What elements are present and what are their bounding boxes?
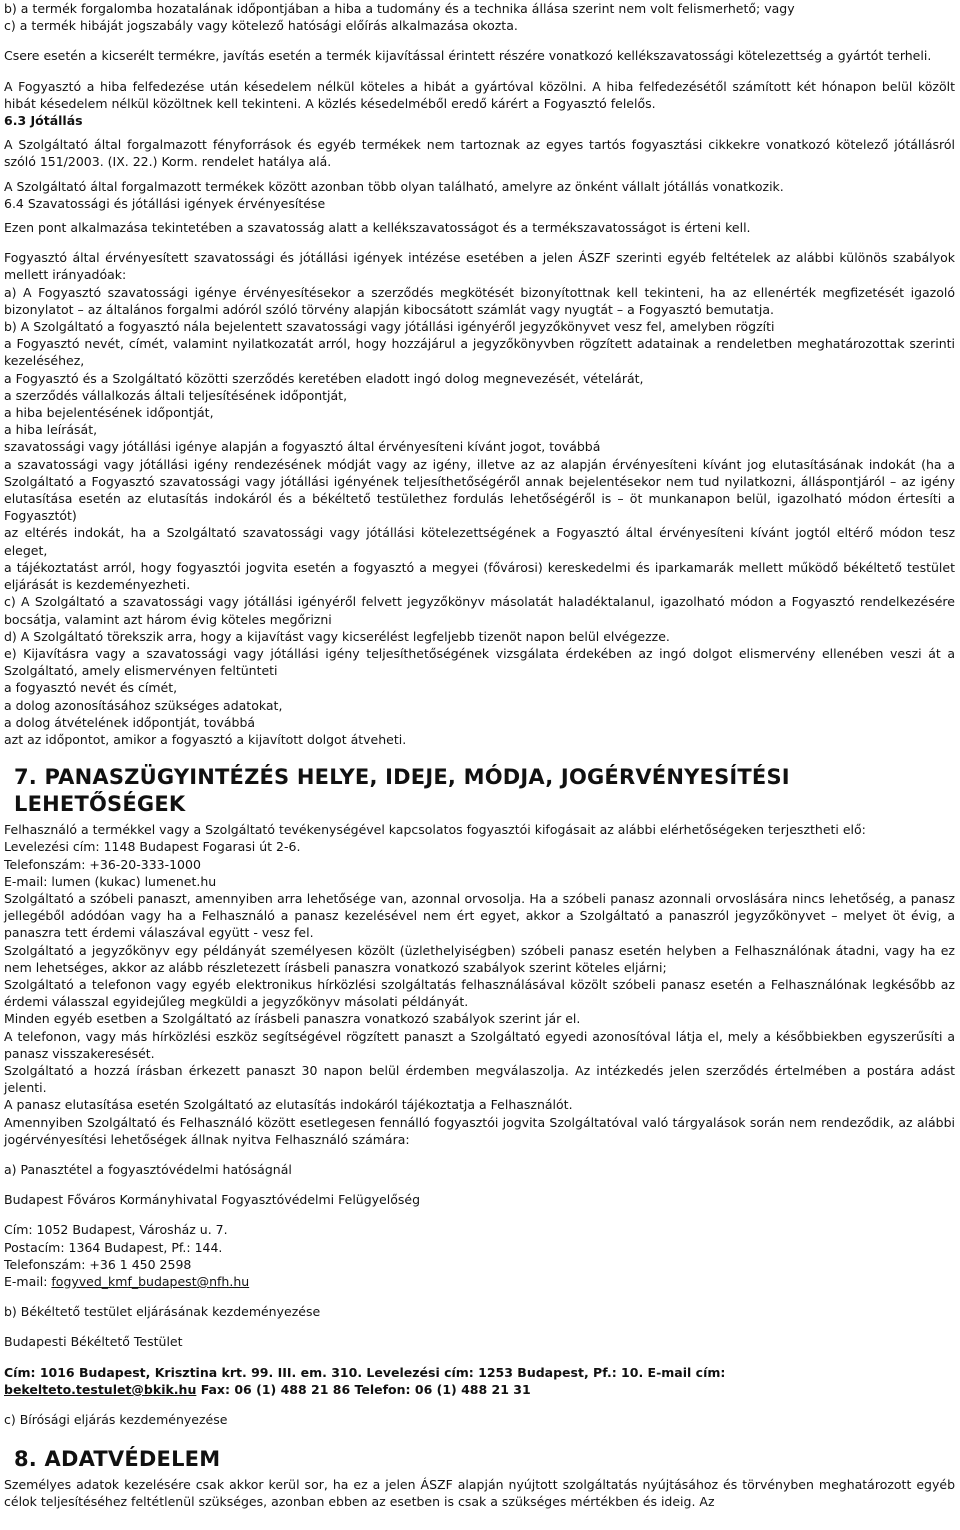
paragraph: b) A Szolgáltató a fogyasztó nála bejelentett szavatossági vagy jótállási igényéről jegyzőkönyvet vesz fel, amelyben rögzíti <box>4 319 775 335</box>
consumer-authority-email-link[interactable]: fogyved_kmf_budapest@nfh.hu <box>51 1274 250 1289</box>
paragraph: c) a termék hibáját jogszabály vagy kötelező hatósági előírás alkalmazása okozta. <box>4 18 518 34</box>
paragraph: a hiba bejelentésének időpontját, <box>4 405 214 421</box>
paragraph: azt az időpontot, amikor a fogyasztó a kijavított dolgot átveheti. <box>4 731 407 747</box>
paragraph: Felhasználó a termékkel vagy a Szolgáltató tevékenységével kapcsolatos fogyasztói kifogásait az alábbi elérhetőségeken terjesztheti elő: <box>4 822 866 838</box>
paragraph: a Fogyasztó és a Szolgáltató közötti szerződés keretében eladott ingó dolog megnevezését, vételárát, <box>4 370 644 386</box>
paragraph: Cím: 1052 Budapest, Városház u. 7. <box>4 1222 228 1238</box>
paragraph: E-mail: lumen (kukac) lumenet.hu <box>4 873 217 889</box>
paragraph: A Fogyasztó a hiba felfedezése után késedelem nélkül köteles a hibát a gyártóval közölni. A hiba felfedezésétől számított két hónapon belül közölt hibát késedelem nélkül közöltnek kell tekinteni. A közlés késedelméből eredő kárért a Fogyasztó felelős. <box>4 78 955 111</box>
paragraph: A Szolgáltató által forgalmazott termékek között azonban több olyan található, amelyre az önként vállalt jótállás vonatkozik. <box>4 178 784 194</box>
paragraph: Szolgáltató a hozzá írásban érkezett panaszt 30 napon belül érdemben megválaszolja. Az intézkedés jelen szerződés értelmében a postára adást jelenti. <box>4 1062 955 1096</box>
arbitration-board-fax-phone: Fax: 06 (1) 488 21 86 Telefon: 06 (1) 488 21 31 <box>196 1381 531 1397</box>
paragraph: a fogyasztó nevét és címét, <box>4 680 178 696</box>
paragraph: a hiba leírását, <box>4 422 98 438</box>
paragraph: Budapest Főváros Kormányhivatal Fogyasztóvédelmi Felügyelőség <box>4 1192 420 1208</box>
paragraph: a) A Fogyasztó szavatossági igénye érvényesítésekor a szerződés megkötését bizonyítottnak kell tekinteni, ha az ellenérték megfizetését igazoló bizonylatot – az általános forgalmi adóról szóló törvény alapján kibocsátott számlát vagy nyugtát – a Fogyasztó bemutatja. <box>4 284 955 317</box>
paragraph: a szavatossági vagy jótállási igény rendezésének módját vagy az igény, illetve az az alapján érvényesíteni kívánt jog elutasításának indokát (ha a Szolgáltató a Fogyasztó szavatossági vagy jótállási igényének teljesíthetőségéről annak bejelentésekor nem tud nyilatkozni, álláspontjáról – az igény elutasítása esetén az elutasítás indokáról és a békéltető testülethez fordulás lehetőségéről is – öt munkanapon belül, igazolható módon értesíti a Fogyasztót) <box>4 456 955 524</box>
paragraph: a) Panasztétel a fogyasztóvédelmi hatóságnál <box>4 1161 292 1177</box>
paragraph: b) a termék forgalomba hozatalának időpontjában a hiba a tudomány és a technika állása szerint nem volt felismerhető; vagy <box>4 1 795 16</box>
paragraph: Budapesti Békéltető Testület <box>4 1334 183 1350</box>
paragraph: a dolog átvételének időpontját, továbbá <box>4 714 256 730</box>
paragraph: Telefonszám: +36-20-333-1000 <box>4 856 201 872</box>
paragraph: A panasz elutasítása esetén Szolgáltató az elutasítás indokáról tájékoztatja a Felhasználót. <box>4 1097 573 1113</box>
paragraph: a Fogyasztó nevét, címét, valamint nyilatkozatát arról, hogy hozzájárul a jegyzőkönyvben rögzített adatainak a rendeletben meghatározottak szerinti kezeléséhez, <box>4 336 955 369</box>
paragraph: c) Bírósági eljárás kezdeményezése <box>4 1412 228 1428</box>
consumer-authority-email-line <box>4 1273 955 1290</box>
paragraph: d) A Szolgáltató törekszik arra, hogy a kijavítást vagy kicserélést legfeljebb tizenöt napon belül elvégezze. <box>4 628 670 644</box>
paragraph: Ezen pont alkalmazása tekintetében a szavatosság alatt a kellékszavatosságot és a termékszavatosságot is érteni kell. <box>4 220 751 236</box>
paragraph: 6.4 Szavatossági és jótállási igények érvényesítése <box>4 195 326 211</box>
paragraph: a dolog azonosításához szükséges adatokat, <box>4 697 283 713</box>
paragraph: e) Kijavításra vagy a szavatossági vagy jótállási igény teljesíthetőségének vizsgálata érdekében az ingó dolgot elismervény ellenében veszi át a Szolgáltató, amely elismervényen feltünteti <box>4 645 955 679</box>
paragraph: Amennyiben Szolgáltató és Felhasználó között esetlegesen fennálló fogyasztói jogvita Szolgáltatóval való tárgyalások során nem rendeződik, az alábbi jogérvényesítési lehetőségek állnak nyitva Felhasználó számára: <box>4 1114 955 1147</box>
arbitration-board-address: Cím: 1016 Budapest, Krisztina krt. 99. III. em. 310. Levelezési cím: 1253 Budapest, Pf.: 10. E-mail cím: <box>4 1364 726 1380</box>
paragraph: A telefonon, vagy más hírközlési eszköz segítségével rögzített panaszt a Szolgáltató egyedi azonosítóval látja el, mely a későbbiekben egyszerűsíti a panasz visszakeresését. <box>4 1028 955 1061</box>
warranty-section <box>4 0 955 748</box>
paragraph: Postacím: 1364 Budapest, Pf.: 144. <box>4 1239 223 1255</box>
paragraph: Csere esetén a kicserélt termékre, javítás esetén a termék kijavítással érintett részére vonatkozó kellékszavatossági kötelezettség a gyártót terheli. <box>4 48 932 64</box>
paragraph: a tájékoztatást arról, hogy fogyasztói jogvita esetén a fogyasztó a megyei (fővárosi) kereskedelmi és iparkamarák mellett működő békéltető testület eljárását is kezdeményezheti. <box>4 559 955 593</box>
paragraph: Szolgáltató a szóbeli panaszt, amennyiben arra lehetősége van, azonnal orvosolja. Ha a szóbeli panasz azonnali orvoslására nincs lehetőség, a panasz jellegéből adódóan vagy ha a Felhasználó a panasz kezelésével nem ért egyet, akkor a Szolgáltató a panaszról jegyzőkönyvet – melyet öt évig, a panaszra tett érdemi válaszával együtt - vesz fel. <box>4 890 955 941</box>
paragraph: Levelezési cím: 1148 Budapest Fogarasi út 2-6. <box>4 839 301 855</box>
paragraph: Szolgáltató a telefonon vagy egyéb elektronikus hírközlési szolgáltatás felhasználásával közölt szóbeli panasz esetén a Felhasználónak legkésőbb az érdemi válasszal egyidejűleg megküldi a jegyzőkönyv másolati példányát. <box>4 976 955 1010</box>
section-8-heading: 8. ADATVÉDELEM <box>14 1447 221 1472</box>
paragraph: Szolgáltató a jegyzőkönyv egy példányát személyesen közölt (üzlethelyiségben) szóbeli panasz esetén helyben a Felhasználónak átadni, vagy ha ez nem lehetséges, akkor az alább részletezett írásbeli panaszra vonatkozó szabályok szerint köteles eljárni; <box>4 942 955 975</box>
section-7-heading: 7. PANASZÜGYINTÉZÉS HELYE, IDEJE, MÓDJA, JOGÉRVÉNYESÍTÉSI LEHETŐSÉGEK <box>14 765 790 817</box>
paragraph: az eltérés indokát, ha a Szolgáltató szavatossági vagy jótállási kötelezettségének a Fogyasztó által érvényesíteni kívánt jogtól eltérő módon tesz eleget, <box>4 525 955 558</box>
paragraph: b) Békéltető testület eljárásának kezdeményezése <box>4 1304 321 1320</box>
paragraph: A Szolgáltató által forgalmazott fényforrások és egyéb termékek nem tartoznak az egyes tartós fogyasztási cikkekre vonatkozó kötelező jótállásról szóló 151/2003. (IX. 22.) Korm. rendelet hatálya alá. <box>4 137 955 170</box>
court-section <box>4 1411 955 1428</box>
paragraph: Telefonszám: +36 1 450 2598 <box>4 1256 192 1272</box>
paragraph: Fogyasztó által érvényesített szavatossági és jótállási igények intézése esetében a jelen ÁSZF szerinti egyéb feltételek az alábbi különös szabályok mellett irányadóak: <box>4 250 955 283</box>
paragraph: a szerződés vállalkozás általi teljesítésének időpontját, <box>4 387 348 403</box>
arbitration-section <box>4 1303 955 1350</box>
paragraph: 6.3 Jótállás <box>4 113 83 129</box>
paragraph: c) A Szolgáltató a szavatossági vagy jótállási igényéről felvett jegyzőkönyv másolatát haladéktalanul, igazolható módon a Fogyasztó rendelkezésére bocsátja, valamint azt három évig köteles megőrizni <box>4 594 955 627</box>
email-prefix: E-mail: <box>4 1274 52 1289</box>
complaint-section <box>4 821 955 1273</box>
paragraph: Minden egyéb esetben a Szolgáltató az írásbeli panaszra vonatkozó szabályok szerint jár el. <box>4 1011 581 1027</box>
data-protection-section <box>4 1476 955 1510</box>
arbitration-board-contact <box>4 1364 955 1398</box>
paragraph: Személyes adatok kezelésére csak akkor kerül sor, ha ez a jelen ÁSZF alapján nyújtott szolgáltatás nyújtásához és törvényben meghatározott egyéb célok teljesítéséhez feltétlenül szükséges, azonban ebben az esetben is csak a szükséges mértékben és ideig. Az <box>4 1477 955 1510</box>
paragraph: szavatossági vagy jótállási igénye alapján a fogyasztó által érvényesíteni kívánt jogot, továbbá <box>4 439 601 455</box>
arbitration-board-email-link[interactable]: bekelteto.testulet@bkik.hu <box>4 1381 197 1397</box>
